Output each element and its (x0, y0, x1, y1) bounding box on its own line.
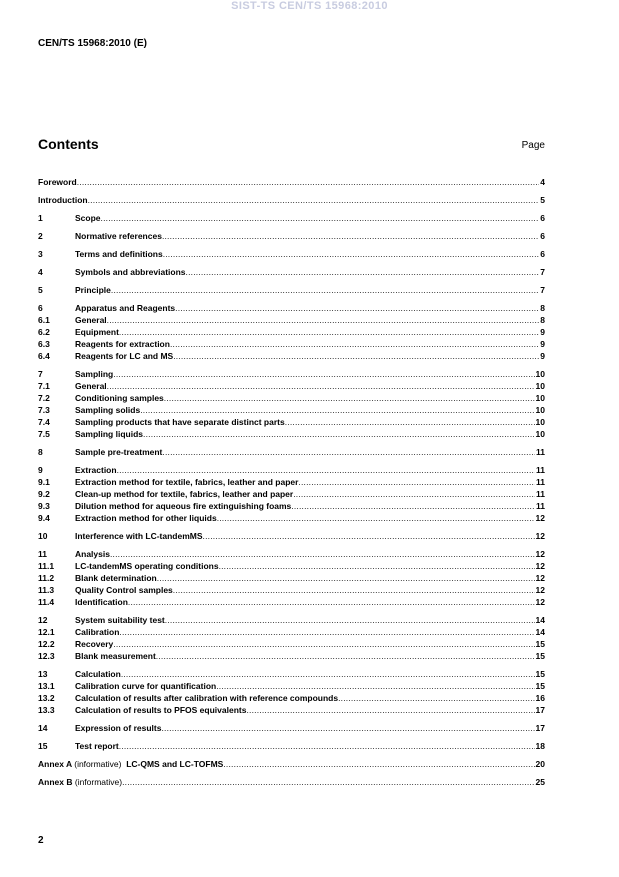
toc-entry-number: 9.3 (38, 501, 50, 511)
dot-leader (140, 404, 534, 416)
toc-entry[interactable] (38, 314, 545, 326)
toc-entry-title (75, 584, 173, 596)
toc-entry-title-text: Dilution method for aqueous fire extinguishing foams (75, 501, 292, 511)
toc-entry-title (75, 392, 164, 404)
toc-entry[interactable] (38, 230, 545, 242)
toc-entry-title-text: Extraction method for textile, fabrics, leather and paper (75, 477, 299, 487)
toc-entry-number: 9.2 (38, 489, 50, 499)
dot-leader (298, 476, 535, 488)
toc-entry-number: 15 (38, 741, 48, 751)
dot-leader (173, 350, 539, 362)
toc-entry-title-text: Sampling (75, 369, 114, 379)
toc-entry[interactable] (38, 776, 545, 788)
toc-entry-title (75, 266, 186, 278)
toc-entry-title-text: Extraction (75, 465, 117, 475)
toc-entry[interactable] (38, 584, 545, 596)
toc-entry-title-text: Annex B (38, 777, 73, 787)
toc-entry-title-text: Calibration (75, 627, 120, 637)
toc-entry-title (75, 650, 156, 662)
toc-entry-number: 11.3 (38, 585, 55, 595)
toc-entry-title-text: General (75, 381, 107, 391)
toc-entry-title-text: Extraction method for other liquids (75, 513, 217, 523)
toc-entry-title (75, 476, 298, 488)
toc-entry-title (75, 284, 111, 296)
dot-leader (293, 488, 535, 500)
toc-entry-title-text: Analysis (75, 549, 110, 559)
toc-entry-page: 12 (535, 561, 545, 571)
dot-leader (107, 314, 540, 326)
toc-entry-page: 11 (536, 489, 545, 499)
dot-leader (173, 584, 535, 596)
toc-entry-title (38, 758, 223, 770)
toc-entry-number: 7.4 (38, 417, 50, 427)
toc-entry-title (75, 680, 216, 692)
toc-entry-number: 3 (38, 249, 43, 259)
toc-entry-title (75, 500, 291, 512)
toc-entry-page: 17 (535, 723, 545, 733)
toc-entry-page: 7 (540, 267, 545, 277)
toc-entry-annex-note: (informative) (74, 777, 123, 787)
toc-entry[interactable] (38, 500, 545, 512)
toc-entry-number: 12 (38, 615, 48, 625)
dot-leader (163, 248, 540, 260)
toc-entry[interactable] (38, 380, 545, 392)
toc-entry-page: 6 (540, 249, 545, 259)
toc-entry-title-text: Scope (75, 213, 101, 223)
toc-entry-page: 16 (535, 693, 545, 703)
dot-leader (111, 284, 539, 296)
toc-entry-number: 6.3 (38, 339, 50, 349)
toc-entry-annex-title: LC-QMS and LC-TOFMS (126, 759, 224, 769)
toc-entry[interactable] (38, 368, 545, 380)
document-watermark: SIST-TS CEN/TS 15968:2010 (231, 0, 388, 12)
toc-entry-number: 2 (38, 231, 43, 241)
toc-entry-title (75, 314, 107, 326)
toc-entry-title-text: Expression of results (75, 723, 162, 733)
toc-entry-number: 10 (38, 531, 48, 541)
toc-entry-number: 6.2 (38, 327, 50, 337)
toc-entry-title-text: Identification (75, 597, 128, 607)
toc-entry[interactable] (38, 476, 545, 488)
toc-entry-page: 8 (540, 303, 545, 313)
toc-entry-page: 8 (540, 315, 545, 325)
toc-entry[interactable] (38, 638, 545, 650)
toc-entry[interactable] (38, 176, 545, 188)
toc-entry-title-text: Sampling solids (75, 405, 141, 415)
toc-entry-title-text: Interference with LC-tandemMS (75, 531, 203, 541)
toc-entry[interactable] (38, 572, 545, 584)
toc-entry-page: 12 (535, 585, 545, 595)
toc-entry-page: 12 (535, 513, 545, 523)
toc-entry-number: 14 (38, 723, 48, 733)
dot-leader (170, 338, 539, 350)
toc-entry-page: 17 (535, 705, 545, 715)
toc-entry-title-text: Clean-up method for textile, fabrics, leather and paper (75, 489, 294, 499)
dot-leader (162, 230, 539, 242)
page-number: 2 (38, 835, 44, 846)
toc-entry-title-text: Calculation of results after calibration with reference compounds (75, 693, 339, 703)
dot-leader (285, 416, 535, 428)
table-of-contents (38, 176, 545, 788)
dot-leader (88, 194, 540, 206)
toc-entry[interactable] (38, 266, 545, 278)
toc-entry-title-text: Annex A (38, 759, 72, 769)
toc-entry-title (75, 722, 161, 734)
toc-entry-page: 10 (535, 405, 545, 415)
toc-entry-number: 7.2 (38, 393, 50, 403)
toc-entry-title (75, 338, 170, 350)
toc-entry-number: 9.4 (38, 513, 50, 523)
toc-entry-page: 15 (535, 669, 545, 679)
toc-entry[interactable] (38, 464, 545, 476)
toc-entry-number: 13.3 (38, 705, 55, 715)
toc-entry[interactable] (38, 548, 545, 560)
toc-entry-title-text: Recovery (75, 639, 114, 649)
toc-entry-title-text: Calculation (75, 669, 121, 679)
toc-entry-title-text: Principle (75, 285, 111, 295)
dot-leader (119, 740, 535, 752)
toc-entry-title (75, 692, 338, 704)
toc-entry-page: 25 (535, 777, 545, 787)
toc-entry-page: 10 (535, 417, 545, 427)
toc-entry-page: 15 (535, 651, 545, 661)
toc-entry[interactable] (38, 722, 545, 734)
toc-entry-page: 10 (535, 393, 545, 403)
dot-leader (246, 704, 534, 716)
toc-entry[interactable] (38, 212, 545, 224)
toc-entry-page: 11 (536, 477, 545, 487)
document-id: CEN/TS 15968:2010 (E) (38, 38, 147, 49)
toc-entry-number: 7.5 (38, 429, 50, 439)
dot-leader (157, 572, 535, 584)
toc-entry-number: 13.1 (38, 681, 55, 691)
dot-leader (77, 176, 540, 188)
dot-leader (216, 680, 534, 692)
dot-leader (128, 596, 535, 608)
toc-entry-title-text: LC-tandemMS operating conditions (75, 561, 219, 571)
toc-entry-number: 9.1 (38, 477, 50, 487)
toc-entry-title (75, 380, 107, 392)
dot-leader (175, 302, 539, 314)
toc-entry-title (75, 368, 113, 380)
toc-entry[interactable] (38, 668, 545, 680)
toc-entry-title (75, 626, 119, 638)
toc-entry-title (38, 176, 77, 188)
toc-entry-page: 10 (535, 429, 545, 439)
toc-entry[interactable] (38, 428, 545, 440)
toc-entry[interactable] (38, 596, 545, 608)
toc-entry-title-text: Sampling liquids (75, 429, 144, 439)
toc-entry-title-text: Reagents for LC and MS (75, 351, 174, 361)
toc-entry-page: 9 (540, 327, 545, 337)
dot-leader (122, 776, 534, 788)
toc-entry-page: 6 (540, 213, 545, 223)
toc-entry[interactable] (38, 740, 545, 752)
dot-leader (121, 668, 535, 680)
toc-entry-page: 11 (536, 447, 545, 457)
dot-leader (107, 380, 535, 392)
toc-entry-number: 6.4 (38, 351, 50, 361)
dot-leader (338, 692, 534, 704)
toc-entry-number: 12.3 (38, 651, 55, 661)
toc-entry-title (75, 212, 101, 224)
page-title: Contents (38, 136, 99, 152)
toc-entry-title (75, 572, 157, 584)
toc-entry-page: 5 (540, 195, 545, 205)
dot-leader (161, 722, 534, 734)
toc-entry-title (75, 638, 113, 650)
toc-entry-page: 9 (540, 351, 545, 361)
toc-entry-title (75, 512, 217, 524)
toc-entry[interactable] (38, 758, 545, 770)
toc-entry-title (75, 404, 140, 416)
toc-entry-title-text: Apparatus and Reagents (75, 303, 176, 313)
toc-entry-title (75, 488, 293, 500)
toc-entry-title-text: Equipment (75, 327, 119, 337)
toc-entry-title (75, 416, 285, 428)
toc-entry-number: 1 (38, 213, 43, 223)
toc-entry-title-text: Calculation of results to PFOS equivalents (75, 705, 247, 715)
toc-entry-title-text: Blank measurement (75, 651, 156, 661)
toc-entry-title-text: Reagents for extraction (75, 339, 170, 349)
dot-leader (219, 560, 535, 572)
toc-entry-number: 13 (38, 669, 48, 679)
toc-entry[interactable] (38, 560, 545, 572)
toc-entry-title (75, 614, 165, 626)
toc-entry-number: 6.1 (38, 315, 50, 325)
toc-entry-page: 11 (536, 465, 545, 475)
toc-entry-number: 11 (38, 549, 47, 559)
toc-entry-number: 11.4 (38, 597, 55, 607)
toc-entry[interactable] (38, 626, 545, 638)
toc-entry[interactable] (38, 350, 545, 362)
toc-entry-page: 14 (535, 615, 545, 625)
toc-entry[interactable] (38, 680, 545, 692)
toc-entry-title-text: Sampling products that have separate distinct parts (75, 417, 285, 427)
toc-entry-title-text: General (75, 315, 107, 325)
toc-entry-page: 11 (536, 501, 545, 511)
toc-entry-title-text: Normative references (75, 231, 162, 241)
toc-entry-title (38, 194, 88, 206)
toc-entry[interactable] (38, 194, 545, 206)
toc-entry-title (75, 230, 162, 242)
dot-leader (156, 650, 535, 662)
toc-entry-title (75, 530, 203, 542)
dot-leader (223, 758, 534, 770)
toc-entry-number: 11.2 (38, 573, 55, 583)
toc-entry-title (75, 350, 173, 362)
dot-leader (101, 212, 540, 224)
toc-entry-annex-note: (informative) (74, 759, 122, 769)
toc-entry[interactable] (38, 530, 545, 542)
toc-entry-page: 12 (535, 549, 545, 559)
toc-entry-page: 10 (535, 381, 545, 391)
toc-entry-title (75, 428, 143, 440)
toc-entry-title-text: Sample pre-treatment (75, 447, 163, 457)
toc-entry-title-text: Foreword (38, 177, 77, 187)
dot-leader (186, 266, 540, 278)
toc-entry[interactable] (38, 704, 545, 716)
toc-entry[interactable] (38, 326, 545, 338)
toc-entry-page: 12 (535, 597, 545, 607)
toc-entry-title (75, 560, 219, 572)
toc-entry-page: 6 (540, 231, 545, 241)
toc-entry-title (75, 704, 246, 716)
toc-entry-title-text: System suitability test (75, 615, 165, 625)
toc-entry[interactable] (38, 512, 545, 524)
toc-entry-title (75, 326, 119, 338)
toc-entry-number: 13.2 (38, 693, 55, 703)
toc-entry[interactable] (38, 614, 545, 626)
page-column-label: Page (521, 140, 545, 151)
toc-entry-title (75, 548, 110, 560)
toc-entry-number: 4 (38, 267, 43, 277)
toc-entry-title-text: Terms and definitions (75, 249, 163, 259)
toc-entry-page: 12 (535, 573, 545, 583)
toc-entry-number: 8 (38, 447, 43, 457)
toc-entry-number: 7.3 (38, 405, 50, 415)
toc-entry-page: 12 (535, 531, 545, 541)
toc-entry[interactable] (38, 692, 545, 704)
dot-leader (162, 446, 535, 458)
toc-entry-page: 9 (540, 339, 545, 349)
toc-entry-page: 20 (535, 759, 545, 769)
dot-leader (119, 626, 534, 638)
toc-entry-title-text: Quality Control samples (75, 585, 173, 595)
dot-leader (110, 548, 535, 560)
dot-leader (203, 530, 535, 542)
dot-leader (164, 392, 535, 404)
dot-leader (113, 638, 534, 650)
toc-entry-page: 7 (540, 285, 545, 295)
toc-entry-number: 6 (38, 303, 43, 313)
toc-entry-number: 7 (38, 369, 43, 379)
toc-entry[interactable] (38, 338, 545, 350)
toc-entry-page: 14 (535, 627, 545, 637)
toc-entry-page: 4 (540, 177, 545, 187)
toc-entry-title-text: Conditioning samples (75, 393, 164, 403)
dot-leader (119, 326, 539, 338)
dot-leader (143, 428, 535, 440)
toc-entry-number: 12.2 (38, 639, 55, 649)
toc-entry-title-text: Symbols and abbreviations (75, 267, 186, 277)
toc-entry-number: 7.1 (38, 381, 50, 391)
toc-entry-title (75, 464, 117, 476)
toc-entry-title (75, 446, 162, 458)
toc-entry-number: 11.1 (38, 561, 55, 571)
toc-entry-number: 9 (38, 465, 43, 475)
toc-entry-page: 15 (535, 639, 545, 649)
toc-entry-title-text: Calibration curve for quantification (75, 681, 217, 691)
toc-entry-number: 5 (38, 285, 43, 295)
toc-entry-title-text: Test report (75, 741, 119, 751)
toc-entry[interactable] (38, 488, 545, 500)
dot-leader (217, 512, 535, 524)
toc-entry-title (38, 776, 122, 788)
toc-entry[interactable] (38, 650, 545, 662)
toc-entry-title (75, 740, 119, 752)
toc-entry-title-text: Blank determination (75, 573, 157, 583)
toc-entry-title (75, 668, 121, 680)
toc-entry[interactable] (38, 446, 545, 458)
dot-leader (165, 614, 535, 626)
toc-entry[interactable] (38, 302, 545, 314)
dot-leader (291, 500, 535, 512)
toc-entry-page: 10 (535, 369, 545, 379)
toc-entry-page: 15 (535, 681, 545, 691)
toc-entry[interactable] (38, 392, 545, 404)
toc-entry-title (75, 596, 128, 608)
dot-leader (113, 368, 534, 380)
toc-entry[interactable] (38, 248, 545, 260)
toc-entry-title (75, 248, 163, 260)
dot-leader (117, 464, 535, 476)
toc-entry-title-text: Introduction (38, 195, 88, 205)
toc-entry-page: 18 (535, 741, 545, 751)
toc-entry[interactable] (38, 416, 545, 428)
toc-entry-title (75, 302, 175, 314)
toc-entry-number: 12.1 (38, 627, 55, 637)
toc-entry[interactable] (38, 404, 545, 416)
toc-entry[interactable] (38, 284, 545, 296)
